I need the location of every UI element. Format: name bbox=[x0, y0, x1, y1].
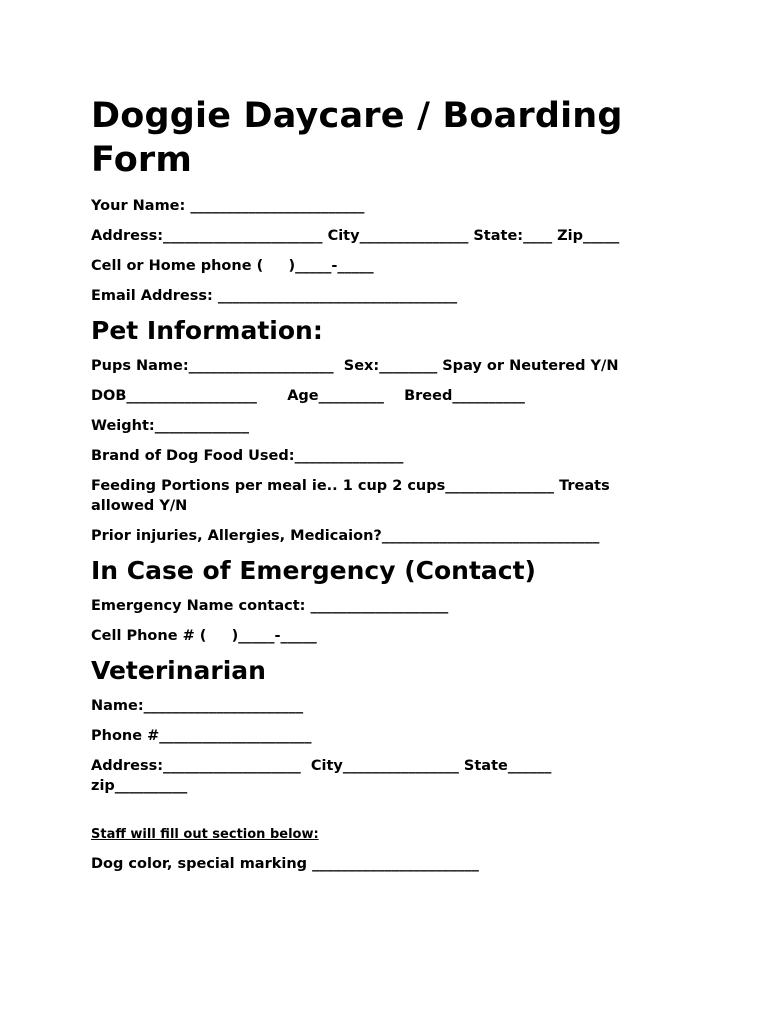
vet-phone-field[interactable]: Phone #_____________________ bbox=[91, 728, 312, 744]
emergency-heading: In Case of Emergency (Contact) bbox=[91, 556, 536, 585]
form-title: Doggie Daycare / Boarding Form bbox=[91, 96, 623, 180]
emergency-name-field[interactable]: Emergency Name contact: ___________________ bbox=[91, 598, 449, 614]
emergency-phone-field[interactable]: Cell Phone # ( )_____-_____ bbox=[91, 628, 317, 644]
pet-injuries-field[interactable]: Prior injuries, Allergies, Medicaion?______________________________ bbox=[91, 528, 600, 544]
vet-heading: Veterinarian bbox=[91, 656, 266, 685]
owner-phone-field[interactable]: Cell or Home phone ( )_____-_____ bbox=[91, 258, 374, 274]
pet-info-heading: Pet Information: bbox=[91, 316, 323, 345]
staff-note: Staff will fill out section below: bbox=[91, 827, 319, 842]
pet-name-field[interactable]: Pups Name:____________________ Sex:________ Spay or Neutered Y/N bbox=[91, 358, 619, 374]
pet-food-field[interactable]: Brand of Dog Food Used:_______________ bbox=[91, 448, 404, 464]
form-page bbox=[91, 94, 711, 884]
vet-name-field[interactable]: Name:______________________ bbox=[91, 698, 304, 714]
pet-feeding-field[interactable]: Feeding Portions per meal ie.. 1 cup 2 cups_______________ Treats allowed Y/N bbox=[91, 478, 615, 514]
pet-weight-field[interactable]: Weight:_____________ bbox=[91, 418, 249, 434]
owner-address-field[interactable]: Address:______________________ City_______________ State:____ Zip_____ bbox=[91, 228, 620, 244]
owner-email-field[interactable]: Email Address: _________________________________ bbox=[91, 288, 458, 304]
pet-dob-field[interactable]: DOB__________________ Age_________ Breed__________ bbox=[91, 388, 525, 404]
owner-name-field[interactable]: Your Name: ________________________ bbox=[91, 198, 365, 214]
staff-marking-field[interactable]: Dog color, special marking _______________________ bbox=[91, 856, 479, 872]
vet-address-field[interactable]: Address:___________________ City________________ State______ zip__________ bbox=[91, 758, 557, 794]
